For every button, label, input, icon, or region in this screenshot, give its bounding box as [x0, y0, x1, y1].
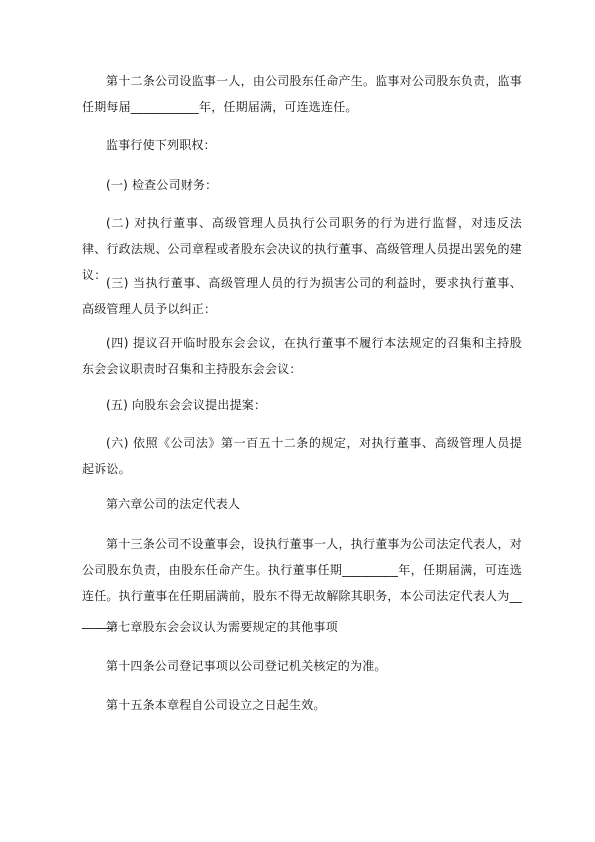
- article-15-paragraph: 第十五条本章程自公司设立之日起生效。: [106, 698, 326, 712]
- chapter-6-heading: 第六章公司的法定代表人: [106, 497, 241, 511]
- power-item-5: (五) 向股东会会议提出提案：: [106, 398, 267, 412]
- power-item-3: (三) 当执行董事、高级管理人员的行为损害公司的利益时，要求执行董事、高级管理人员予以纠正：: [82, 276, 522, 316]
- power-item-6: (六) 依照《公司法》第一百五十二条的规定，对执行董事、高级管理人员提起诉讼。: [82, 436, 522, 476]
- article-13-paragraph: 第十三条公司不设董事会，设执行董事一人，执行董事为公司法定代表人，对公司股东负责，由股东任命产生。执行董事任期_________年，任期届满，可连选连任。执行董事在任期届满前，股东不得无故解除其职务，本公司法定代表人为_______。: [82, 537, 522, 629]
- power-item-2: (二) 对执行董事、高级管理人员执行公司职务的行为进行监督，对违反法律、行政法规、公司章程或者股东会决议的执行董事、高级管理人员提出罢免的建议：: [82, 216, 522, 282]
- power-item-4: (四) 提议召开临时股东会会议，在执行董事不履行本法规定的召集和主持股东会会议职责时召集和主持股东会会议：: [82, 336, 522, 376]
- chapter-7-heading: 第七章股东会会议认为需要规定的其他事项: [106, 620, 338, 634]
- supervisor-powers-heading: 监事行使下列职权：: [106, 138, 216, 152]
- article-14-paragraph: 第十四条公司登记事项以公司登记机关核定的为准。: [106, 659, 387, 673]
- article-12-paragraph: 第十二条公司设监事一人，由公司股东任命产生。监事对公司股东负责，监事任期每届___________年，任期届满，可连选连任。: [82, 74, 522, 114]
- power-item-1: (一) 检查公司财务：: [106, 178, 218, 192]
